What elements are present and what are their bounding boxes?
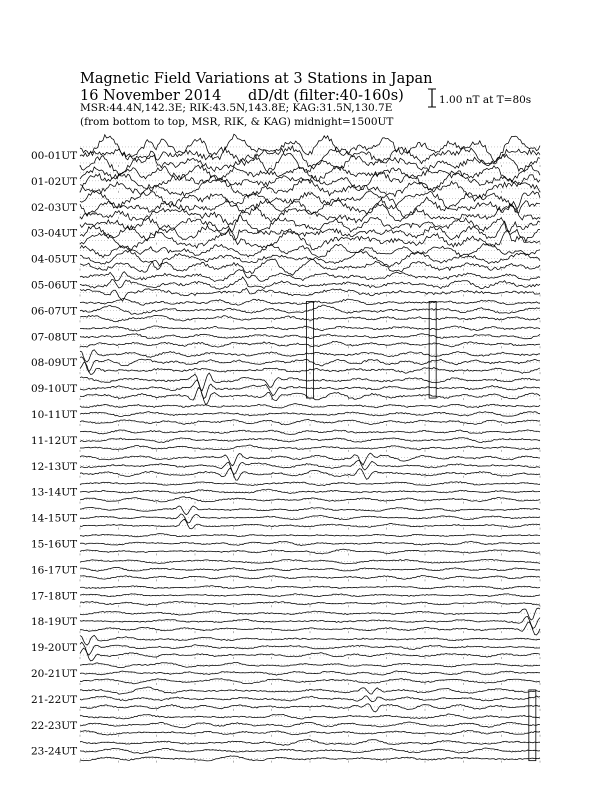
- trace-kag: [80, 663, 540, 668]
- row-label: 09-10UT: [31, 383, 78, 396]
- date-label: 16 November 2014: [80, 88, 222, 104]
- trace-kag: [80, 534, 540, 537]
- row-label: 02-03UT: [31, 201, 78, 214]
- row-label: 15-16UT: [31, 538, 78, 551]
- row-label: 05-06UT: [31, 279, 78, 292]
- trace-msr: [80, 259, 540, 275]
- trace-kag: [80, 635, 540, 645]
- trace-rik: [80, 221, 540, 242]
- trace-msr: [80, 756, 540, 761]
- trace-kag: [80, 714, 540, 719]
- row-label: 13-14UT: [31, 486, 78, 499]
- trace-msr: [80, 519, 540, 529]
- trace-kag: [80, 739, 540, 745]
- row-label: 04-05UT: [31, 253, 78, 266]
- row-label: 11-12UT: [31, 434, 78, 447]
- spike-mark: [429, 301, 436, 398]
- trace-msr: [80, 549, 540, 554]
- trace-msr: [80, 497, 540, 502]
- trace-msr: [80, 202, 540, 226]
- trace-kag: [80, 404, 540, 408]
- row-label: 21-22UT: [31, 693, 78, 706]
- trace-msr: [80, 445, 540, 450]
- row-guides: [80, 147, 540, 763]
- component-label: dD/dt (filter:40-160s): [248, 88, 404, 104]
- row-label: 23-24UT: [31, 745, 78, 758]
- row-label: 20-21UT: [31, 667, 78, 680]
- chart-title: Magnetic Field Variations at 3 Stations in Japan: [80, 71, 433, 87]
- trace-rik: [80, 514, 540, 523]
- spike-mark: [307, 301, 314, 398]
- traces: [80, 134, 540, 761]
- row-label: 06-07UT: [31, 305, 78, 318]
- trace-rik: [80, 567, 540, 571]
- row-label: 12-13UT: [31, 460, 78, 473]
- station-coordinates: MSR:44.4N,142.3E; RIK:43.5N,143.8E; KAG:31.5N,130.7E: [80, 102, 393, 114]
- trace-kag: [80, 270, 540, 282]
- row-label: 00-01UT: [31, 149, 78, 162]
- trace-kag: [80, 506, 540, 515]
- row-labels: [31, 150, 77, 758]
- row-label: 17-18UT: [31, 590, 78, 603]
- trace-rik: [80, 616, 540, 628]
- trace-kag: [80, 190, 540, 212]
- row-label: 18-19UT: [31, 616, 78, 629]
- row-label: 03-04UT: [31, 227, 78, 240]
- row-label: 08-09UT: [31, 357, 78, 370]
- trace-rik: [80, 671, 540, 675]
- trace-kag: [80, 586, 540, 589]
- trace-rik: [80, 146, 540, 169]
- trace-msr: [80, 154, 540, 176]
- trace-kag: [80, 165, 540, 182]
- row-label: 19-20UT: [31, 642, 78, 655]
- trace-kag: [80, 608, 540, 620]
- row-label: 16-17UT: [31, 564, 78, 577]
- trace-rik: [80, 438, 540, 443]
- row-label: 22-23UT: [31, 719, 78, 732]
- row-label: 14-15UT: [31, 512, 78, 525]
- trace-rik: [80, 696, 540, 702]
- trace-rik: [80, 305, 540, 314]
- row-label: 07-08UT: [31, 331, 78, 344]
- trace-kag: [80, 559, 540, 564]
- row-label: 10-11UT: [31, 408, 78, 421]
- scale-label: 1.00 nT at T=80s: [439, 94, 532, 106]
- trace-kag: [80, 430, 540, 435]
- trace-msr: [80, 229, 540, 251]
- trace-rik: [80, 489, 540, 493]
- row-label: 01-02UT: [31, 175, 78, 188]
- plot-note: (from bottom to top, MSR, RIK, & KAG) midnight=1500UT: [80, 116, 394, 128]
- trace-rik: [80, 277, 540, 289]
- trace-rik: [80, 642, 540, 655]
